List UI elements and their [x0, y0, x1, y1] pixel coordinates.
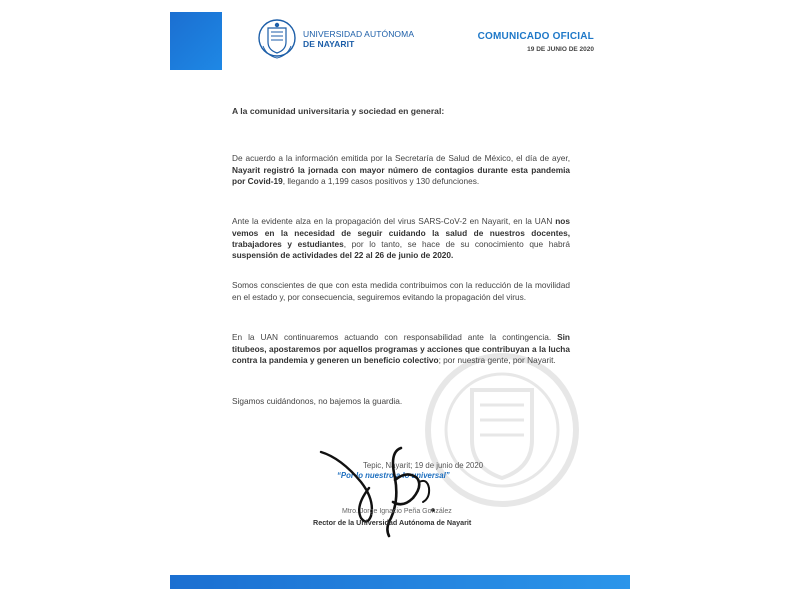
- p4-text-c: ; por nuestra gente, por Nayarit.: [438, 354, 556, 365]
- paragraph-4: [232, 332, 570, 366]
- header-blue-block: [170, 12, 222, 70]
- signer-name: Mtro. Jorge Ignacio Peña González: [342, 508, 452, 515]
- paragraph-3: Somos conscientes de que con esta medida contribuimos con la reducción de la movilidad en el estado y, por consecuencia, seguiremos evitando la propagación del virus.: [232, 280, 570, 302]
- letter-page: [170, 0, 630, 600]
- p4-text-b: Sin titubeos, apostaremos por aquellos programas y acciones que contribuyan a la lucha contra la pandemia y generen un beneficio colectivo: [232, 332, 570, 365]
- document-type-title: COMUNICADO OFICIAL: [477, 31, 594, 42]
- p1-text-a: De acuerdo a la información emitida por la Secretaría de Salud de México, el día de ayer,: [232, 153, 570, 164]
- salutation: A la comunidad universitaria y sociedad en general:: [232, 106, 445, 116]
- p1-text-c: , llegando a 1,199 casos positivos y 130 defunciones.: [282, 175, 480, 186]
- university-shield-logo-icon: [257, 16, 297, 66]
- p2-text-c: , por lo tanto, se hace de su conocimiento que habrá: [343, 238, 570, 249]
- p2-text-d: suspensión de actividades del 22 al 26 de junio de 2020.: [232, 249, 454, 260]
- university-motto: “Por lo nuestro a lo universal”: [337, 471, 450, 480]
- university-name-line2: DE NAYARIT: [303, 38, 355, 49]
- footer-blue-bar: [170, 575, 630, 589]
- header-right: [478, 31, 594, 53]
- university-name: [303, 30, 414, 49]
- paragraph-5: Sigamos cuidándonos, no bajemos la guardia.: [232, 396, 403, 407]
- p1-text-b: Nayarit registró la jornada con mayor número de contagios durante esta pandemia por Covid-19: [232, 164, 570, 186]
- university-name-line1: UNIVERSIDAD AUTÓNOMA: [303, 29, 415, 39]
- paragraph-1: [232, 153, 570, 187]
- p4-text-a: En la UAN continuaremos actuando con responsabilidad ante la contingencia.: [232, 332, 558, 343]
- place-and-date: Tepic, Nayarit; 19 de junio de 2020: [363, 461, 484, 470]
- p2-text-b: nos vemos en la necesidad de seguir cuidando la salud de nuestros docentes, trabajadores y estudiantes: [232, 216, 570, 249]
- header-date: 19 DE JUNIO DE 2020: [527, 46, 594, 53]
- paragraph-2: [232, 216, 570, 261]
- p2-text-a: Ante la evidente alza en la propagación del virus SARS-CoV-2 en Nayarit, en la UAN: [232, 216, 556, 227]
- signer-title: Rector de la Universidad Autónoma de Nayarit: [313, 518, 472, 527]
